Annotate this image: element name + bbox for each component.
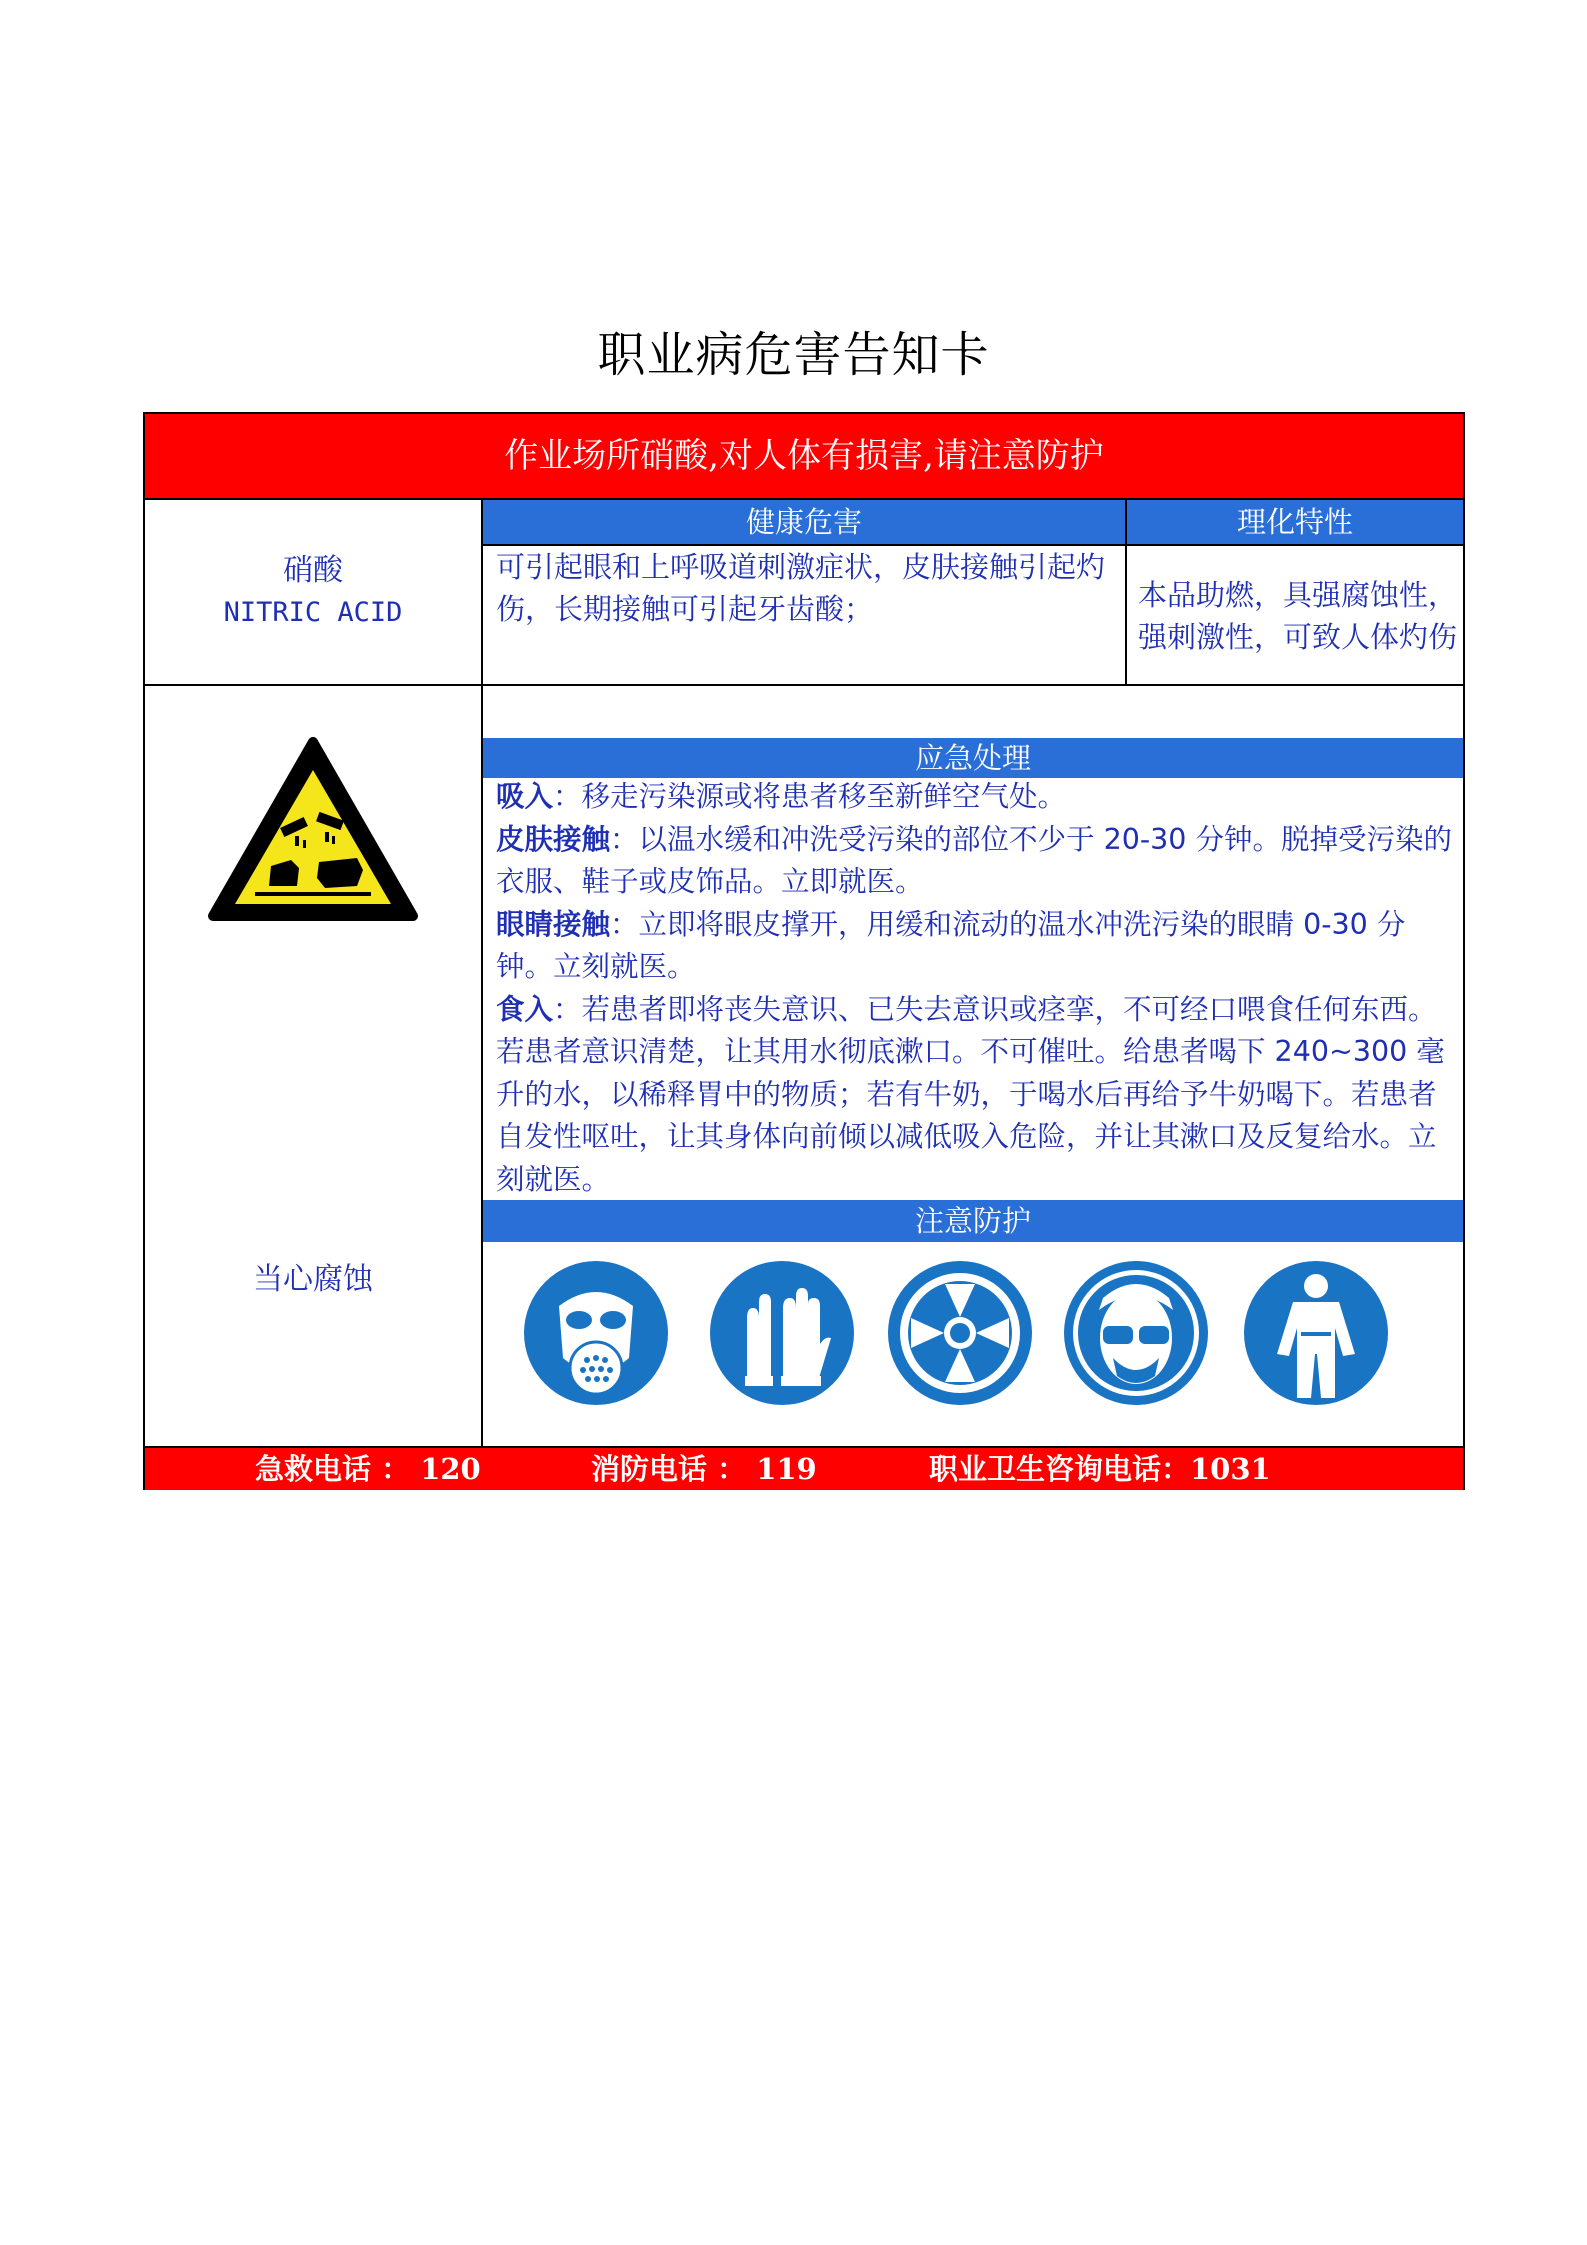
substance-name-en: NITRIC ACID <box>223 597 403 628</box>
substance-name-cell <box>145 500 481 684</box>
properties-text: 本品助燃，具强腐蚀性，强刺激性，可致人体灼伤 <box>1138 578 1458 654</box>
emergency-header: 应急处理 <box>483 738 1463 778</box>
protective-gloves-icon <box>697 1258 867 1408</box>
protective-suit-icon <box>1231 1258 1401 1408</box>
corrosion-warning-icon <box>207 736 419 926</box>
occupational-health-phone: 职业卫生咨询电话：1031 <box>929 1452 1271 1486</box>
card-title: 职业病危害告知卡 <box>597 327 990 383</box>
warning-sign-label: 当心腐蚀 <box>253 1262 373 1297</box>
properties-header: 理化特性 <box>1127 500 1463 544</box>
substance-name-cn: 硝酸 <box>283 553 343 588</box>
health-hazard-text: 可引起眼和上呼吸道刺激症状，皮肤接触引起灼伤，长期接触可引起牙齿酸； <box>496 550 1106 626</box>
emergency-item: 眼睛接触：立即将眼皮撑开，用缓和流动的温水冲洗污染的眼睛 0-30 分钟。立刻就医。 <box>496 907 1406 983</box>
emergency-phone-footer <box>145 1446 1463 1490</box>
first-aid-phone: 急救电话 ： 120 <box>255 1452 481 1486</box>
warning-banner: 作业场所硝酸,对人体有损害,请注意防护 <box>145 414 1463 500</box>
emergency-item: 食入：若患者即将丧失意识、已失去意识或痉挛，不可经口喂食任何东西。若患者意识清楚，让其用水彻底漱口。不可催吐。给患者喝下 240~300 毫升的水，以稀释胃中的物质；若有牛奶，于喝水后再给予牛奶喝下。若患者自发性呕吐，让其身体向前倾以减低吸入危险，并让其漱口及反复给水。立刻就医。 <box>496 992 1445 1196</box>
protection-header: 注意防护 <box>483 1200 1463 1242</box>
warning-sign-cell <box>145 686 481 1400</box>
ppe-icons-row <box>497 1246 1457 1406</box>
divider <box>481 500 483 1446</box>
emergency-item: 皮肤接触：以温水缓和冲洗受污染的部位不少于 20-30 分钟。脱掉受污染的衣服、鞋子或皮饰品。立即就医。 <box>496 822 1452 898</box>
health-hazard-header: 健康危害 <box>483 500 1125 544</box>
gas-mask-icon <box>511 1258 681 1408</box>
ventilation-icon <box>875 1258 1045 1408</box>
emergency-item: 吸入：移走污染源或将患者移至新鲜空气处。 <box>496 780 1067 813</box>
goggles-mask-icon <box>1051 1258 1221 1408</box>
emergency-text <box>496 776 1460 1201</box>
hazard-card <box>143 412 1465 1490</box>
fire-phone: 消防电话 ： 119 <box>591 1452 817 1486</box>
